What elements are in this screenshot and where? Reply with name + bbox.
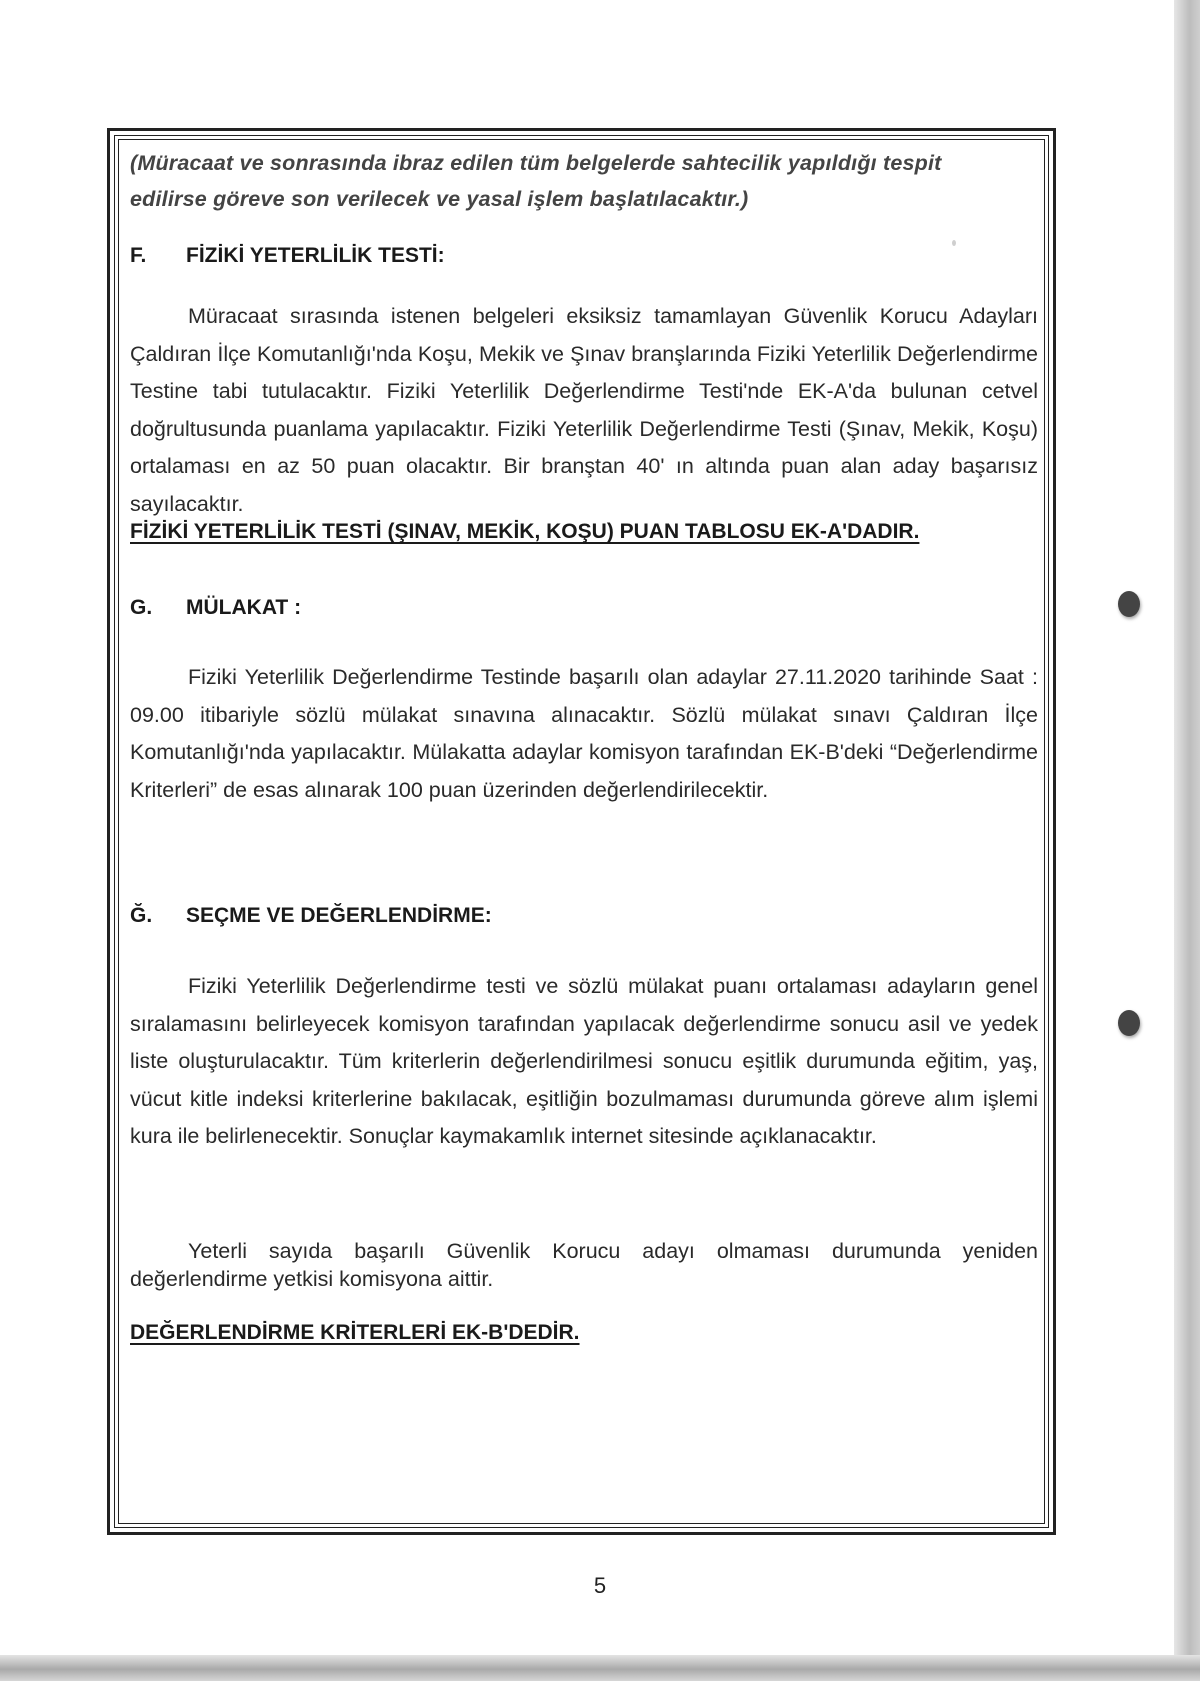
page-number: 5 — [593, 1573, 607, 1598]
fraud-note-line-2: edilirse göreve son verilecek ve yasal işlem başlatılacaktır.) — [130, 187, 749, 211]
section-f-letter: F. — [130, 244, 147, 267]
section-g-title: MÜLAKAT : — [186, 596, 302, 619]
section-f-title: FİZİKİ YETERLİLİK TESTİ: — [186, 244, 445, 267]
section-gb-emphasis: DEĞERLENDİRME KRİTERLERİ EK-B'DEDİR. — [130, 1321, 580, 1344]
section-f-emphasis: FİZİKİ YETERLİLİK TESTİ (ŞINAV, MEKİK, KOŞU) PUAN TABLOSU EK-A'DADIR. — [130, 520, 920, 543]
fraud-note-line-1: (Müracaat ve sonrasında ibraz edilen tüm belgelerde sahtecilik yapıldığı tespit — [130, 151, 942, 175]
section-gb-body-1: Fiziki Yeterlilik Değerlendirme testi ve sözlü mülakat puanı ortalaması adayların genel sıralamasını belirleyecek komisyon tarafından yapılacak değerlendirme sonucu asil ve yedek liste oluşturulacaktır. Tüm kriterlerin değerlendirilmesi sonucu eşitlik durumunda eğitim, yaş, vücut kitle indeksi kriterlerine bakılacak, eşitliğin bozulmaması durumunda göreve alım işlemi kura ile belirlenecektir. Sonuçlar kaymakamlık internet sitesinde açıklanacaktır. — [130, 974, 1038, 1148]
section-g-letter: G. — [130, 596, 153, 619]
scan-bottom-edge — [0, 1655, 1200, 1681]
section-f-body: Müracaat sırasında istenen belgeleri eksiksiz tamamlayan Güvenlik Korucu Adayları Çaldıran İlçe Komutanlığı'nda Koşu, Mekik ve Şınav branşlarında Fiziki Yeterlilik Değerlendirme Testine tabi tutulacaktır. Fiziki Yeterlilik Değerlendirme Testi'nde EK-A'da bulunan cetvel doğrultusunda puanlama yapılacaktır. Fiziki Yeterlilik Değerlendirme Testi (Şınav, Mekik, Koşu) ortalaması en az 50 puan olacaktır. Bir branştan 40' ın altında puan alan aday başarısız sayılacaktır. — [130, 304, 1038, 516]
fraud-note — [130, 145, 1038, 217]
punch-hole — [1118, 1010, 1140, 1036]
scan-right-edge — [1174, 0, 1200, 1681]
section-g-body: Fiziki Yeterlilik Değerlendirme Testinde başarılı olan adaylar 27.11.2020 tarihinde Saat : 09.00 itibariyle sözlü mülakat sınavına alınacaktır. Sözlü mülakat sınavı Çaldıran İlçe Komutanlığı'nda yapılacaktır. Mülakatta adaylar komisyon tarafından EK-B'deki “Değerlendirme Kriterleri” de esas alınarak 100 puan üzerinden değerlendirilecektir. — [130, 665, 1038, 802]
section-gb-letter: Ğ. — [130, 904, 153, 927]
section-gb-body-2: Yeterli sayıda başarılı Güvenlik Korucu adayı olmaması durumunda yeniden değerlendirme yetkisi komisyona aittir. — [130, 1239, 1038, 1291]
section-g-heading — [130, 596, 301, 620]
punch-hole — [1118, 591, 1140, 617]
section-gb-title: SEÇME VE DEĞERLENDİRME: — [186, 904, 492, 927]
section-gb-heading — [130, 904, 492, 928]
section-f-heading — [130, 244, 445, 268]
